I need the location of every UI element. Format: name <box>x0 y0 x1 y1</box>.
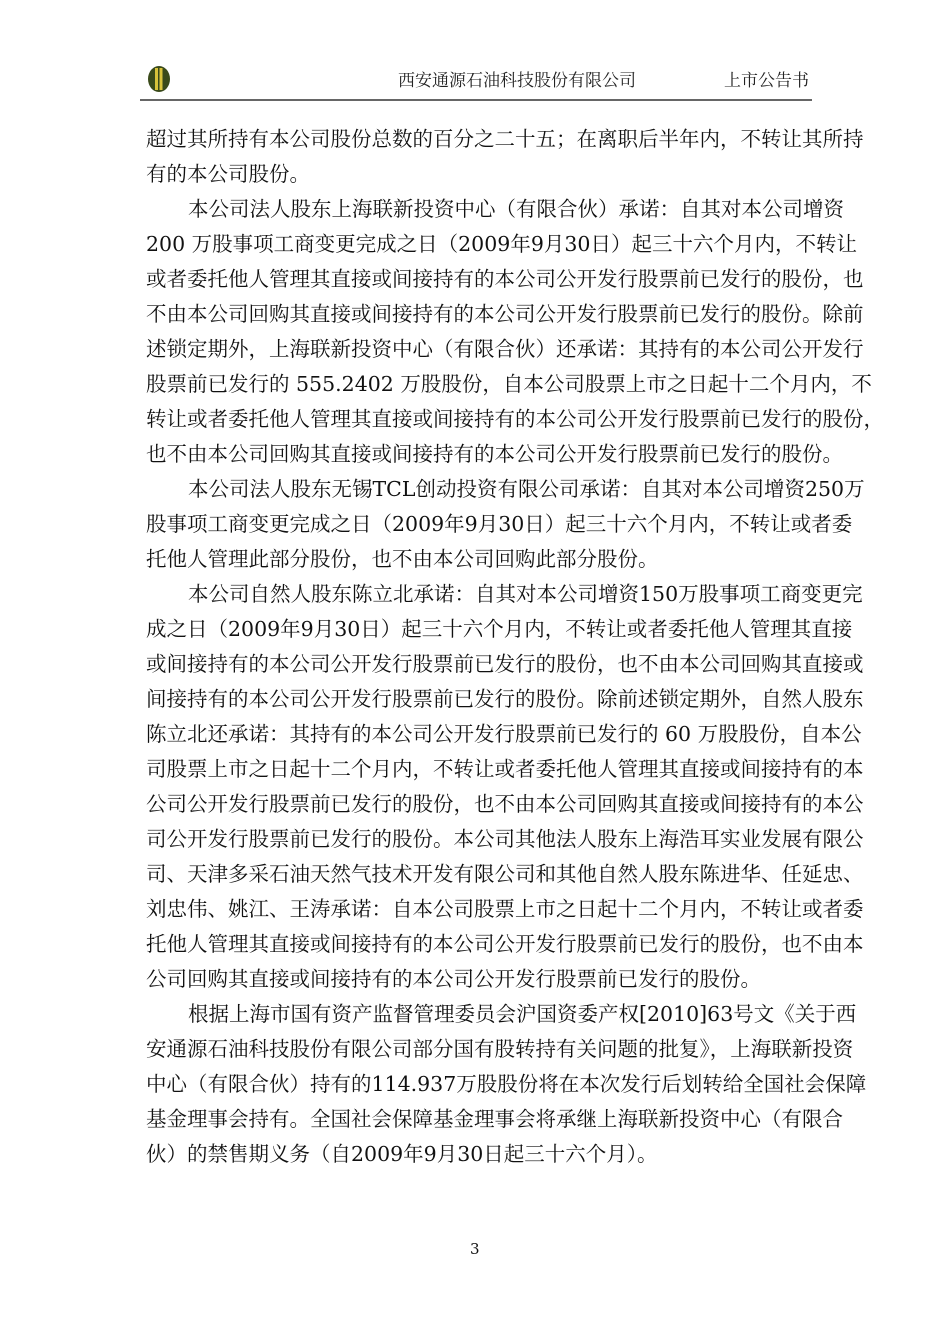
paragraph <box>146 122 864 192</box>
text-line: 司、天津多采石油天然气技术开发有限公司和其他自然人股东陈进华、任延忠、 <box>146 862 864 886</box>
text-line: 成之日（2009年9月30日）起三十六个月内，不转让或者委托他人管理其直接 <box>146 617 853 641</box>
text-line: 股事项工商变更完成之日（2009年9月30日）起三十六个月内，不转让或者委 <box>146 512 853 536</box>
text-line: 中心（有限合伙）持有的114.937万股股份将在本次发行后划转给全国社会保障 <box>146 1072 867 1096</box>
text-line: 公司回购其直接或间接持有的本公司公开发行股票前已发行的股份。 <box>146 967 761 991</box>
paragraph <box>146 192 884 472</box>
text-line: 陈立北还承诺：其持有的本公司公开发行股票前已发行的 60 万股股份，自本公 <box>146 722 862 746</box>
text-line: 伙）的禁售期义务（自2009年9月30日起三十六个月）。 <box>146 1142 658 1166</box>
header-divider <box>140 99 812 101</box>
paragraph <box>146 577 864 997</box>
text-line: 述锁定期外，上海联新投资中心（有限合伙）还承诺：其持有的本公司公开发行 <box>146 337 864 361</box>
header-document-type: 上市公告书 <box>724 71 809 91</box>
header-company-name: 西安通源石油科技股份有限公司 <box>398 71 636 91</box>
text-line: 或者委托他人管理其直接或间接持有的本公司公开发行股票前已发行的股份，也 <box>146 267 864 291</box>
text-line: 根据上海市国有资产监督管理委员会沪国资委产权[2010]63号文《关于西 <box>188 1002 857 1026</box>
text-line: 司股票上市之日起十二个月内，不转让或者委托他人管理其直接或间接持有的本 <box>146 757 864 781</box>
text-line: 股票前已发行的 555.2402 万股股份，自本公司股票上市之日起十二个月内，不 <box>146 372 872 396</box>
company-logo <box>146 64 172 94</box>
text-line: 200 万股事项工商变更完成之日（2009年9月30日）起三十六个月内，不转让 <box>146 232 857 256</box>
text-line: 有的本公司股份。 <box>146 162 310 186</box>
text-line: 安通源石油科技股份有限公司部分国有股转持有关问题的批复》，上海联新投资 <box>146 1037 854 1061</box>
text-line: 本公司自然人股东陈立北承诺：自其对本公司增资150万股事项工商变更完 <box>188 582 863 606</box>
document-body <box>146 122 884 1172</box>
text-line: 也不由本公司回购其直接或间接持有的本公司公开发行股票前已发行的股份。 <box>146 442 843 466</box>
text-line: 超过其所持有本公司股份总数的百分之二十五；在离职后半年内，不转让其所持 <box>146 127 864 151</box>
text-line: 或间接持有的本公司公开发行股票前已发行的股份，也不由本公司回购其直接或 <box>146 652 864 676</box>
text-line: 间接持有的本公司公开发行股票前已发行的股份。除前述锁定期外，自然人股东 <box>146 687 864 711</box>
paragraph <box>146 997 867 1172</box>
text-line: 公司公开发行股票前已发行的股份，也不由本公司回购其直接或间接持有的本公 <box>146 792 864 816</box>
text-line: 本公司法人股东上海联新投资中心（有限合伙）承诺：自其对本公司增资 <box>188 197 844 221</box>
paragraph <box>146 472 865 577</box>
text-line: 转让或者委托他人管理其直接或间接持有的本公司公开发行股票前已发行的股份， <box>146 407 884 431</box>
page-number: 3 <box>470 1240 480 1258</box>
text-line: 本公司法人股东无锡TCL创动投资有限公司承诺：自其对本公司增资250万 <box>188 477 865 501</box>
text-line: 刘忠伟、姚江、王涛承诺：自本公司股票上市之日起十二个月内，不转让或者委 <box>146 897 864 921</box>
text-line: 不由本公司回购其直接或间接持有的本公司公开发行股票前已发行的股份。除前 <box>146 302 864 326</box>
text-line: 基金理事会持有。全国社会保障基金理事会将承继上海联新投资中心（有限合 <box>146 1107 843 1131</box>
text-line: 司公开发行股票前已发行的股份。本公司其他法人股东上海浩耳实业发展有限公 <box>146 827 864 851</box>
text-line: 托他人管理此部分股份，也不由本公司回购此部分股份。 <box>146 547 659 571</box>
text-line: 托他人管理其直接或间接持有的本公司公开发行股票前已发行的股份，也不由本 <box>146 932 864 956</box>
